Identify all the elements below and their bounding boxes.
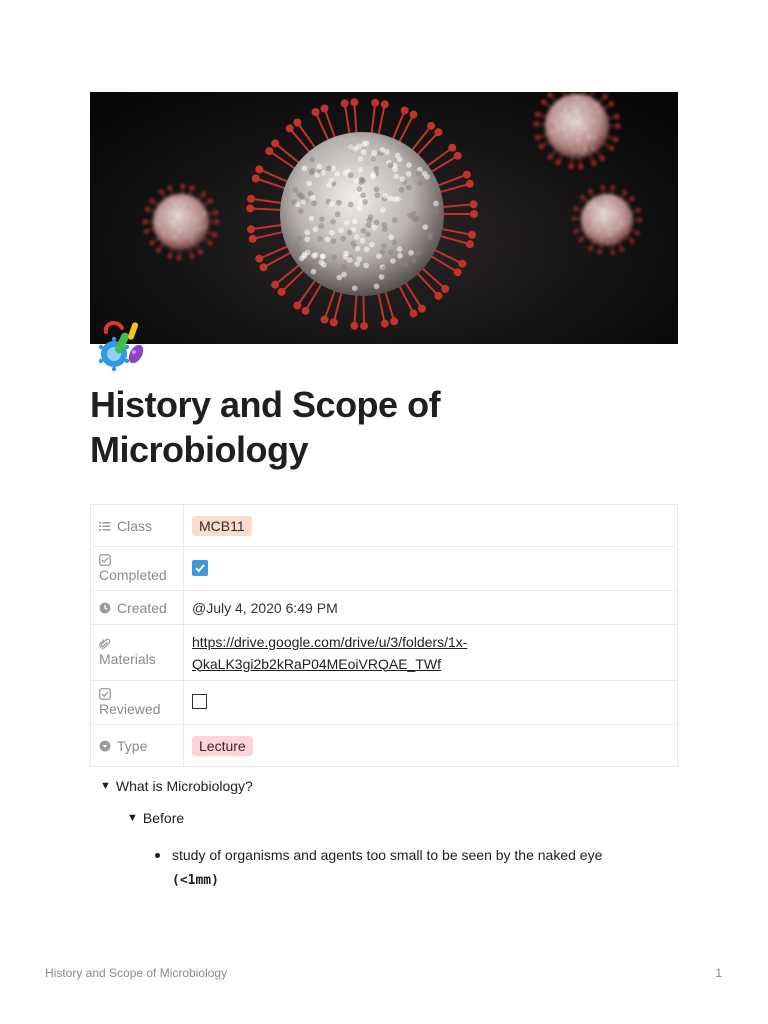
completed-checkbox[interactable] <box>192 560 208 576</box>
page-title-line1: History and Scope of <box>90 384 441 425</box>
check-icon <box>194 562 206 574</box>
property-value-class[interactable] <box>184 505 678 547</box>
created-date: @July 4, 2020 6:49 PM <box>184 591 678 625</box>
materials-link[interactable]: https://drive.google.com/drive/u/3/folders/1x- QkaLK3gi2b2kRaP04MEoiVRQAE_TWf <box>192 633 468 672</box>
property-value-completed[interactable] <box>184 547 678 591</box>
property-value-reviewed[interactable] <box>184 681 678 725</box>
property-key-label: Created <box>117 599 167 616</box>
list-icon <box>99 520 111 532</box>
type-tag[interactable]: Lecture <box>192 736 253 756</box>
bullet-icon <box>155 853 160 858</box>
property-key-completed[interactable] <box>91 547 184 591</box>
toggle-what-is-microbiology[interactable] <box>100 778 253 794</box>
property-key-label: Materials <box>99 651 156 667</box>
property-key-label: Completed <box>99 567 167 583</box>
toggle-before[interactable] <box>127 810 184 826</box>
checkbox-property-icon <box>99 554 175 566</box>
property-key-label: Type <box>117 737 148 754</box>
toggle-label: Before <box>142 810 185 826</box>
microbe-icon <box>96 320 150 372</box>
triangle-down-icon[interactable]: ▼ <box>100 780 111 792</box>
clock-icon <box>99 602 111 614</box>
virus-illustration <box>90 92 678 344</box>
reviewed-checkbox[interactable] <box>192 694 207 709</box>
property-key-created[interactable] <box>91 591 184 625</box>
list-item <box>155 843 655 893</box>
property-key-reviewed[interactable] <box>91 681 184 725</box>
triangle-down-icon[interactable]: ▼ <box>127 812 138 824</box>
page-title <box>90 382 650 472</box>
footer-page-number: 1 <box>715 966 722 980</box>
property-key-label: Reviewed <box>99 701 161 717</box>
property-key-type[interactable] <box>91 725 184 767</box>
page-title-line2: Microbiology <box>90 429 308 470</box>
property-row-completed <box>91 547 678 591</box>
property-key-materials[interactable] <box>91 625 184 681</box>
property-value-type[interactable] <box>184 725 678 767</box>
property-value-materials <box>184 625 678 681</box>
toggle-label: What is Microbiology? <box>115 778 253 794</box>
class-tag[interactable]: MCB11 <box>192 516 252 536</box>
property-row-materials <box>91 625 678 681</box>
property-row-type <box>91 725 678 767</box>
cover-image <box>90 92 678 344</box>
property-key-class[interactable] <box>91 505 184 547</box>
bullet-text: study of organisms and agents too small to be seen by the naked eye <box>172 847 603 863</box>
footer-title: History and Scope of Microbiology <box>45 966 228 980</box>
property-row-class <box>91 505 678 547</box>
property-key-label: Class <box>117 517 153 534</box>
bullet-bold-text: (<1mm) <box>172 873 219 888</box>
properties-table <box>90 504 678 767</box>
paperclip-icon <box>99 638 175 650</box>
property-row-created <box>91 591 678 625</box>
checkbox-property-icon <box>99 688 175 700</box>
property-row-reviewed <box>91 681 678 725</box>
select-icon <box>99 740 111 752</box>
